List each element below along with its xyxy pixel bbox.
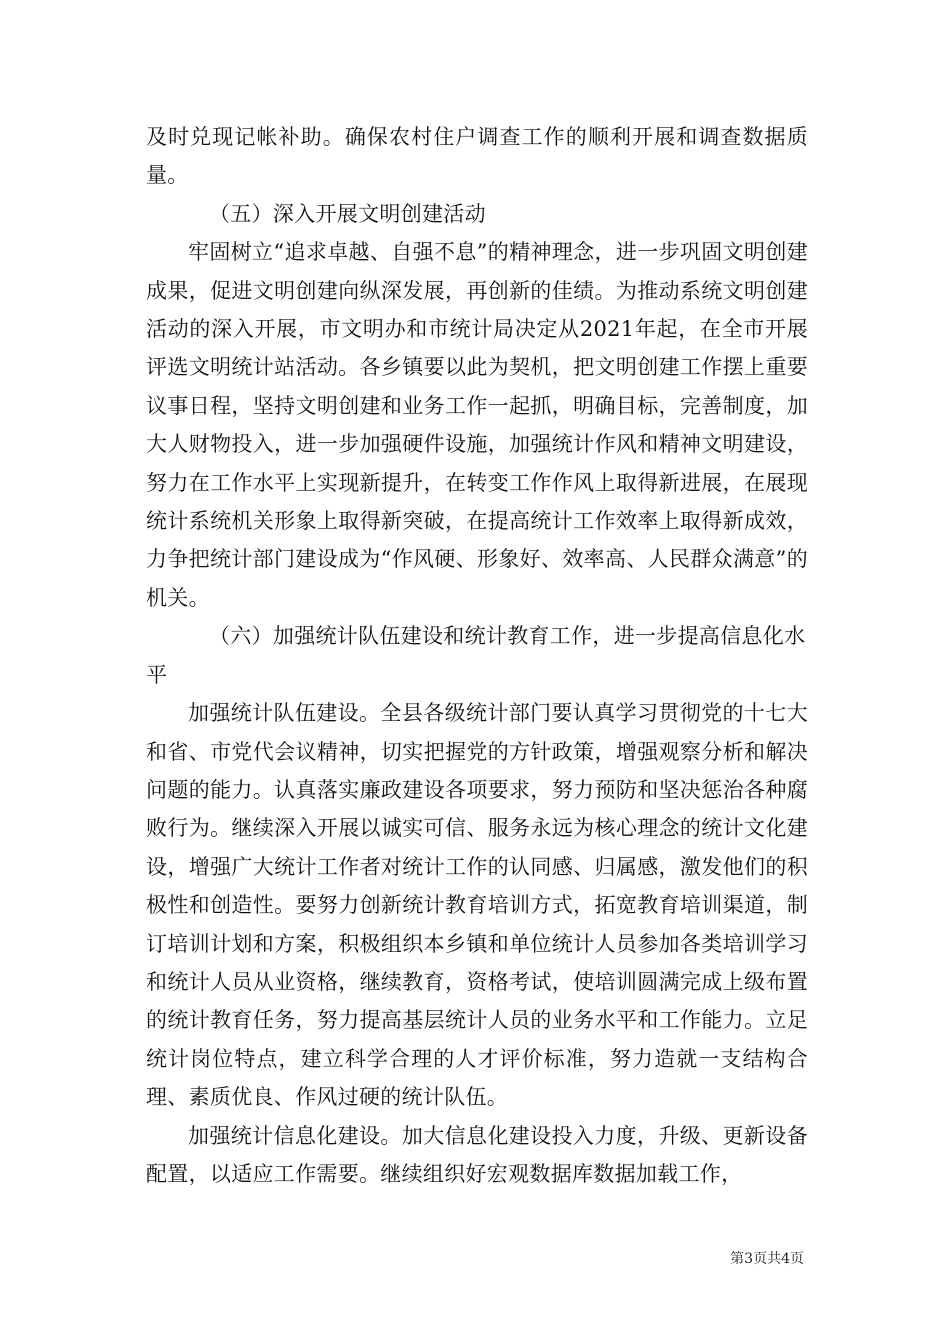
- body-paragraph: 牢固树立“追求卓越、自强不息”的精神理念，进一步巩固文明创建成果，促进文明创建向纵深发展，再创新的佳绩。为推动系统文明创建活动的深入开展，市文明办和市统计局决定从2021年起，在全市开展评选文明统计站活动。各乡镇要以此为契机，把文明创建工作摆上重要议事日程，坚持文明创建和业务工作一起抓，明确目标，完善制度，加大人财物投入，进一步加强硬件设施，加强统计作风和精神文明建设，努力在工作水平上实现新提升，在转变工作作风上取得新进展，在展现统计系统机关形象上取得新突破，在提高统计工作效率上取得新成效，力争把统计部门建设成为“作风硬、形象好、效率高、人民群众满意”的机关。: [146, 240, 808, 610]
- document-body: [146, 118, 808, 1193]
- page-number-footer: 第3页共4页: [730, 1251, 804, 1267]
- body-paragraph: 加强统计信息化建设。加大信息化建设投入力度，升级、更新设备配置，以适应工作需要。继续组织好宏观数据库数据加载工作，: [146, 1123, 808, 1186]
- section-heading-5: （五）深入开展文明创建活动: [209, 201, 486, 226]
- body-paragraph: 加强统计队伍建设。全县各级统计部门要认真学习贯彻党的十七大和省、市党代会议精神，切实把握党的方针政策，增强观察分析和解决问题的能力。认真落实廉政建设各项要求，努力预防和坚决惩治各种腐败行为。继续深入开展以诚实可信、服务永远为核心理念的统计文化建设，增强广大统计工作者对统计工作的认同感、归属感，激发他们的积极性和创造性。要努力创新统计教育培训方式，拓宽教育培训渠道，制订培训计划和方案，积极组织本乡镇和单位统计人员参加各类培训学习和统计人员从业资格，继续教育，资格考试，使培训圆满完成上级布置的统计教育任务，努力提高基层统计人员的业务水平和工作能力。立足统计岗位特点，建立科学合理的人才评价标准，努力造就一支结构合理、素质优良、作风过硬的统计队伍。: [146, 701, 808, 1110]
- continuation-paragraph: 及时兑现记帐补助。确保农村住户调查工作的顺利开展和调查数据质量。: [146, 125, 808, 188]
- section-heading-6: （六）加强统计队伍建设和统计教育工作，进一步提高信息化水平: [146, 624, 806, 687]
